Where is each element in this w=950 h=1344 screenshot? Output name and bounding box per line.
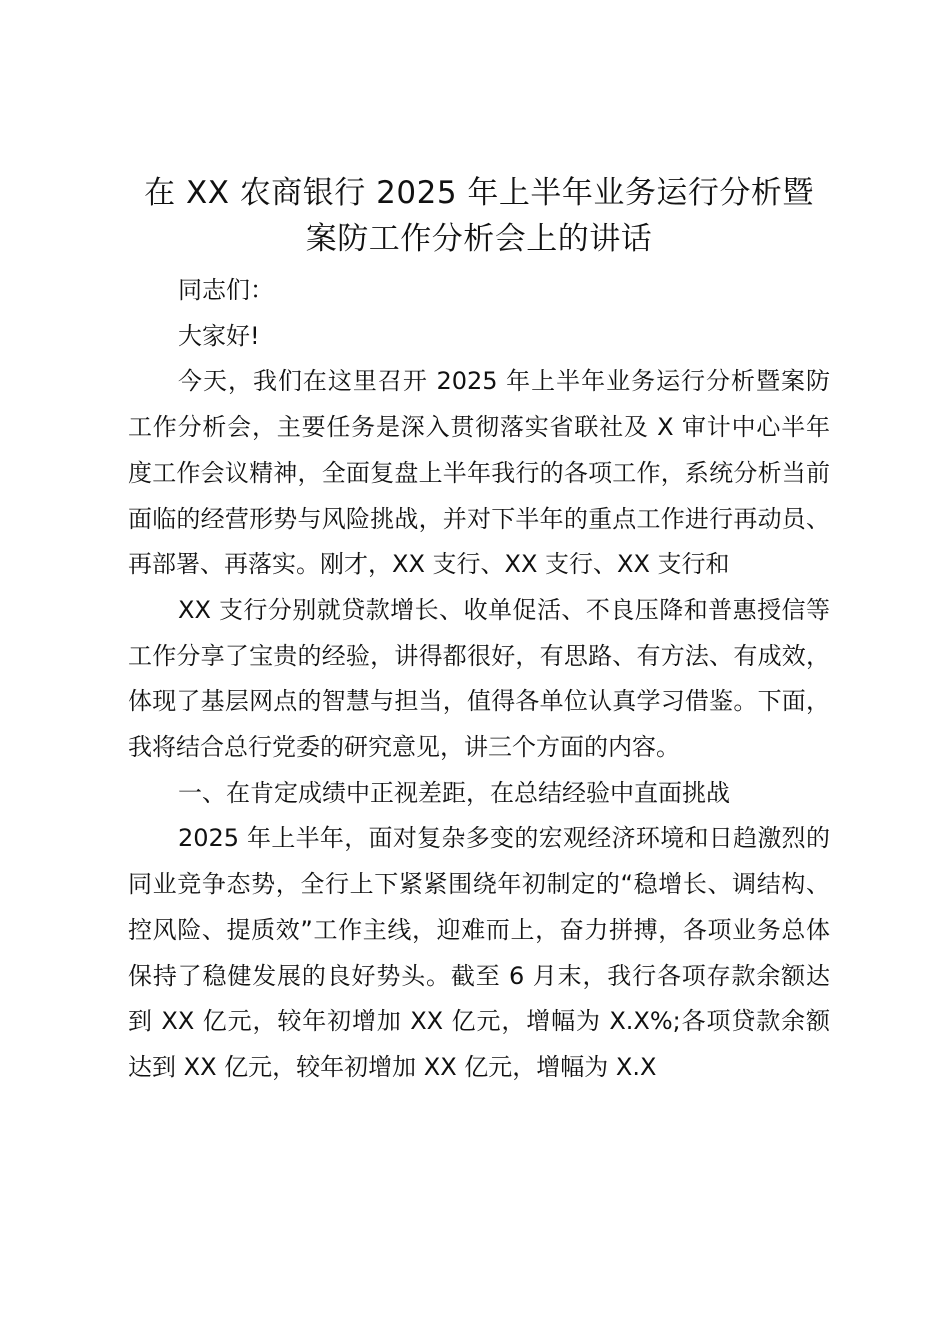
- paragraph-section-1: 2025 年上半年，面对复杂多变的宏观经济环境和日趋激烈的同业竞争态势，全行上下紧紧围绕年初制定的“稳增长、调结构、控风险、提质效”工作主线，迎难而上，奋力拼搏，各项业务总体保持了稳健发展的良好势头。截至 6 月末，我行各项存款余额达到 XX 亿元，较年初增加 XX 亿元，增幅为 X.X%;各项贷款余额达到 XX 亿元，较年初增加 XX 亿元，增幅为 X.X: [128, 824, 830, 1081]
- document-title: [128, 170, 830, 262]
- salutation: 同志们：: [178, 276, 274, 304]
- section-heading-1: 一、在肯定成绩中正视差距，在总结经验中直面挑战: [178, 778, 730, 807]
- document-page: [128, 170, 830, 1091]
- greeting: 大家好!: [178, 321, 260, 350]
- paragraph-branches: XX 支行分别就贷款增长、收单促活、不良压降和普惠授信等工作分享了宝贵的经验，讲得都很好，有思路、有方法、有成效，体现了基层网点的智慧与担当，值得各单位认真学习借鉴。下面，我将结合总行党委的研究意见，讲三个方面的内容。: [128, 595, 830, 762]
- title-line-2: 案防工作分析会上的讲话: [305, 221, 653, 257]
- paragraph-intro: 今天，我们在这里召开 2025 年上半年业务运行分析暨案防工作分析会，主要任务是深入贯彻落实省联社及 X 审计中心半年度工作会议精神，全面复盘上半年我行的各项工作，系统分析当前面临的经营形势与风险挑战，并对下半年的重点工作进行再动员、再部署、再落实。刚才，XX 支行、XX 支行、XX 支行和: [128, 367, 830, 579]
- title-line-1: 在 XX 农商银行 2025 年上半年业务运行分析暨: [144, 175, 814, 211]
